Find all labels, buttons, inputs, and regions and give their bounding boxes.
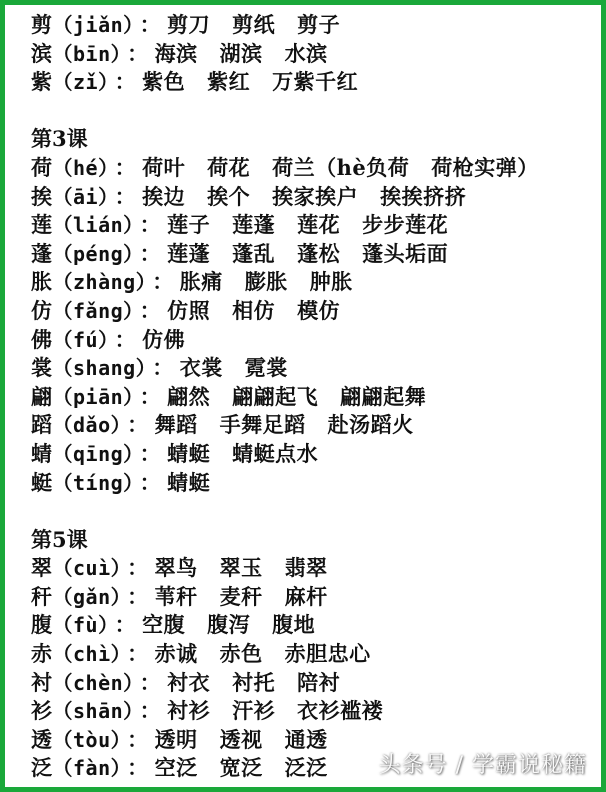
entry-word: 剪子 bbox=[297, 12, 341, 37]
entry-word: 翠鸟 bbox=[154, 555, 198, 581]
spacer bbox=[31, 97, 601, 126]
vocabulary-list bbox=[31, 11, 601, 783]
entry-word: 透明 bbox=[154, 726, 198, 752]
vocab-entry bbox=[31, 211, 601, 240]
entry-pinyin: （bīn） bbox=[52, 41, 122, 66]
entry-pinyin: （tòu） bbox=[52, 727, 122, 752]
vocab-entry bbox=[31, 297, 601, 326]
vocab-entry bbox=[31, 697, 601, 726]
vocab-entry bbox=[31, 554, 601, 583]
entry-word: 膨胀 bbox=[244, 269, 288, 295]
vocab-entry bbox=[31, 354, 601, 383]
entry-word: 仿照 bbox=[167, 297, 211, 323]
entry-word: 麦秆 bbox=[219, 583, 263, 609]
entry-word: 麻杆 bbox=[284, 583, 328, 609]
vocab-entry bbox=[31, 40, 601, 69]
entry-character: 蓬 bbox=[31, 240, 53, 266]
entry-word: 衬衫 bbox=[167, 698, 211, 724]
entry-word: 手舞足蹈 bbox=[219, 412, 306, 438]
entry-separator: ： bbox=[114, 612, 137, 638]
entry-separator: ： bbox=[139, 383, 162, 409]
entry-word: 模仿 bbox=[297, 297, 341, 323]
entry-separator: ： bbox=[127, 755, 149, 781]
entry-character: 荷 bbox=[31, 154, 53, 180]
entry-separator: ： bbox=[127, 412, 149, 438]
entry-word: 蜻蜓 bbox=[167, 440, 211, 466]
entry-word: 赤色 bbox=[219, 641, 263, 667]
entry-word: 蜻蜓点水 bbox=[232, 440, 319, 466]
entry-separator: ： bbox=[127, 726, 149, 752]
entry-character: 莲 bbox=[31, 212, 53, 238]
entry-word: 挨边 bbox=[142, 183, 186, 209]
vocab-entry bbox=[31, 411, 601, 440]
vocab-entry bbox=[31, 183, 601, 212]
watermark: 头条号 / 学霸说秘籍 bbox=[378, 753, 587, 778]
entry-word: 翠玉 bbox=[219, 555, 263, 581]
entry-word: 空泛 bbox=[154, 755, 198, 781]
entry-character: 赤 bbox=[31, 641, 53, 667]
entry-word: 胀痛 bbox=[179, 269, 223, 295]
entry-separator: ： bbox=[139, 240, 162, 266]
entry-word: 衣裳 bbox=[179, 355, 223, 381]
vocab-entry bbox=[31, 68, 601, 97]
entry-character: 腹 bbox=[31, 612, 53, 638]
entry-separator: ： bbox=[152, 355, 174, 381]
entry-separator: ： bbox=[127, 583, 149, 609]
entry-pinyin: （jiǎn） bbox=[52, 13, 134, 37]
entry-word: 挨挨挤挤 bbox=[380, 183, 467, 209]
entry-character: 仿 bbox=[31, 297, 53, 323]
lesson-heading: 第3课 bbox=[31, 126, 88, 152]
vocab-entry bbox=[31, 469, 601, 498]
entry-word: 相仿 bbox=[232, 297, 276, 323]
entry-separator: ： bbox=[139, 440, 162, 466]
entry-word: 泛泛 bbox=[284, 755, 328, 781]
entry-word: 蓬松 bbox=[297, 240, 341, 266]
entry-word: 腹泻 bbox=[207, 612, 251, 638]
entry-pinyin: （zhàng） bbox=[52, 270, 147, 295]
entry-word: 衬托 bbox=[232, 669, 276, 695]
entry-word: 万紫千红 bbox=[272, 69, 359, 95]
vocab-entry bbox=[31, 583, 601, 612]
entry-word: 苇秆 bbox=[154, 583, 198, 609]
entry-word: 透视 bbox=[219, 726, 263, 752]
entry-word: 莲花 bbox=[297, 212, 341, 238]
vocab-entry bbox=[31, 326, 601, 355]
entry-word: 舞蹈 bbox=[154, 412, 198, 438]
vocab-entry bbox=[31, 669, 601, 698]
entry-word: 荷枪实弹） bbox=[431, 154, 539, 180]
entry-pinyin: （fàn） bbox=[52, 756, 122, 781]
entry-pinyin: （péng） bbox=[52, 241, 134, 266]
entry-word: 翩然 bbox=[167, 383, 211, 409]
entry-pinyin: （zǐ） bbox=[52, 70, 109, 95]
entry-word: 荷兰（hè负荷 bbox=[272, 154, 410, 180]
entry-character: 衫 bbox=[31, 698, 53, 724]
entry-pinyin: （chì） bbox=[52, 642, 122, 667]
entry-separator: ： bbox=[139, 212, 162, 238]
entry-pinyin: （qīng） bbox=[52, 441, 134, 466]
entry-separator: ： bbox=[139, 669, 162, 695]
entry-word: 荷叶 bbox=[142, 154, 186, 180]
entry-separator: ： bbox=[114, 154, 137, 180]
entry-word: 莲蓬 bbox=[167, 240, 211, 266]
entry-word: 赤胆忠心 bbox=[284, 641, 371, 667]
vocab-entry bbox=[31, 640, 601, 669]
entry-word: 蓬头垢面 bbox=[362, 240, 449, 266]
entry-word: 剪刀 bbox=[167, 12, 211, 37]
entry-word: 挨家挨户 bbox=[272, 183, 359, 209]
vocab-entry bbox=[31, 11, 601, 40]
entry-character: 裳 bbox=[31, 355, 53, 381]
entry-word: 水滨 bbox=[284, 40, 328, 66]
entry-pinyin: （shān） bbox=[52, 699, 134, 724]
entry-pinyin: （āi） bbox=[52, 184, 109, 209]
entry-word: 通透 bbox=[284, 726, 328, 752]
entry-word: 挨个 bbox=[207, 183, 251, 209]
entry-word: 莲蓬 bbox=[232, 212, 276, 238]
entry-pinyin: （fǎng） bbox=[52, 298, 134, 323]
entry-pinyin: （chèn） bbox=[52, 670, 134, 695]
entry-pinyin: （piān） bbox=[52, 384, 134, 409]
entry-word: 腹地 bbox=[272, 612, 316, 638]
entry-character: 秆 bbox=[31, 583, 53, 609]
entry-word: 翩翩起舞 bbox=[340, 383, 427, 409]
entry-word: 蓬乱 bbox=[232, 240, 276, 266]
entry-word: 莲子 bbox=[167, 212, 211, 238]
entry-word: 衬衣 bbox=[167, 669, 211, 695]
vocab-entry bbox=[31, 440, 601, 469]
entry-separator: ： bbox=[114, 183, 137, 209]
entry-word: 翡翠 bbox=[284, 555, 328, 581]
entry-word: 蜻蜓 bbox=[167, 469, 211, 495]
entry-word: 陪衬 bbox=[297, 669, 341, 695]
entry-word: 赤诚 bbox=[154, 641, 198, 667]
entry-separator: ： bbox=[152, 269, 174, 295]
entry-word: 宽泛 bbox=[219, 755, 263, 781]
entry-character: 蜓 bbox=[31, 469, 53, 495]
entry-separator: ： bbox=[114, 69, 137, 95]
entry-character: 衬 bbox=[31, 669, 53, 695]
spacer bbox=[31, 497, 601, 526]
entry-word: 剪纸 bbox=[232, 12, 276, 37]
entry-separator: ： bbox=[127, 40, 149, 66]
entry-pinyin: （fù） bbox=[52, 613, 109, 638]
entry-character: 滨 bbox=[31, 40, 53, 66]
vocab-entry bbox=[31, 383, 601, 412]
entry-word: 汗衫 bbox=[232, 698, 276, 724]
entry-word: 肿胀 bbox=[309, 269, 353, 295]
entry-pinyin: （lián） bbox=[52, 213, 134, 238]
vocab-entry bbox=[31, 268, 601, 297]
entry-pinyin: （shang） bbox=[52, 356, 147, 381]
entry-word: 紫色 bbox=[142, 69, 186, 95]
entry-separator: ： bbox=[114, 326, 137, 352]
entry-pinyin: （tíng） bbox=[52, 470, 134, 495]
entry-separator: ： bbox=[139, 698, 162, 724]
vocab-entry bbox=[31, 611, 601, 640]
entry-separator: ： bbox=[139, 12, 162, 37]
entry-word: 海滨 bbox=[154, 40, 198, 66]
entry-word: 步步莲花 bbox=[362, 212, 449, 238]
entry-word: 翩翩起飞 bbox=[232, 383, 319, 409]
entry-character: 胀 bbox=[31, 269, 53, 295]
entry-character: 蜻 bbox=[31, 440, 53, 466]
entry-word: 霓裳 bbox=[244, 355, 288, 381]
entry-pinyin: （dǎo） bbox=[52, 413, 122, 438]
vocab-entry bbox=[31, 154, 601, 183]
entry-character: 挨 bbox=[31, 183, 53, 209]
entry-character: 蹈 bbox=[31, 412, 53, 438]
entry-character: 佛 bbox=[31, 326, 53, 352]
entry-word: 仿佛 bbox=[142, 326, 186, 352]
entry-separator: ： bbox=[127, 555, 149, 581]
entry-word: 湖滨 bbox=[219, 40, 263, 66]
entry-pinyin: （cuì） bbox=[52, 556, 122, 581]
entry-word: 荷花 bbox=[207, 154, 251, 180]
lesson-heading: 第5课 bbox=[31, 526, 88, 552]
entry-separator: ： bbox=[139, 297, 162, 323]
entry-character: 剪 bbox=[31, 12, 53, 37]
vocab-entry bbox=[31, 240, 601, 269]
entry-pinyin: （hé） bbox=[52, 155, 109, 180]
entry-pinyin: （fú） bbox=[52, 327, 109, 352]
entry-character: 翩 bbox=[31, 383, 53, 409]
entry-character: 紫 bbox=[31, 69, 53, 95]
entry-character: 翠 bbox=[31, 555, 53, 581]
entry-word: 空腹 bbox=[142, 612, 186, 638]
entry-separator: ： bbox=[127, 641, 149, 667]
entry-character: 泛 bbox=[31, 755, 53, 781]
entry-pinyin: （gǎn） bbox=[52, 584, 122, 609]
entry-character: 透 bbox=[31, 726, 53, 752]
entry-separator: ： bbox=[139, 469, 162, 495]
entry-word: 赴汤蹈火 bbox=[327, 412, 414, 438]
entry-word: 衣衫褴褛 bbox=[297, 698, 384, 724]
entry-word: 紫红 bbox=[207, 69, 251, 95]
